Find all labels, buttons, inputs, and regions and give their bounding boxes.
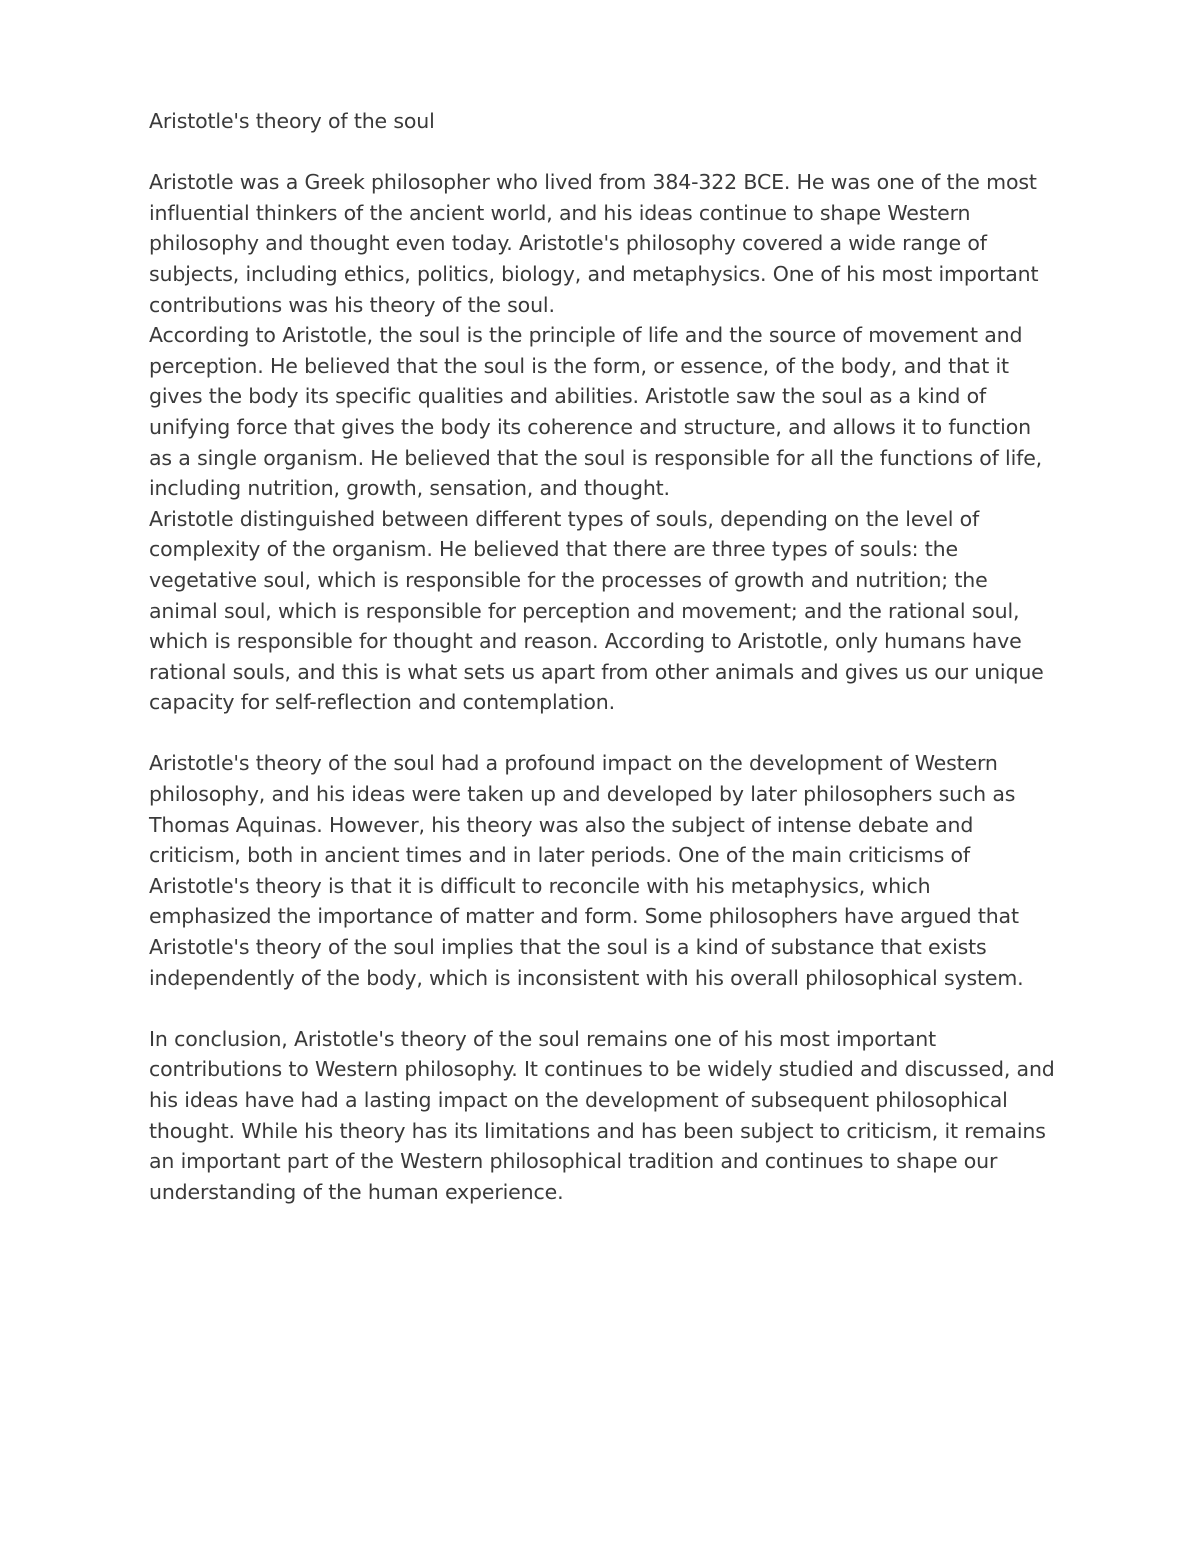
document-title: Aristotle's theory of the soul xyxy=(149,109,435,133)
document-body xyxy=(149,106,1059,1207)
paragraph-impact-and-criticism: Aristotle's theory of the soul had a profound impact on the development of Western philosophy, and his ideas were taken up and developed by later philosophers such as Thomas Aquinas. However, his theory was also the subject of intense debate and criticism, both in ancient times and in later periods. One of the main criticisms of Aristotle's theory is that it is difficult to reconcile with his metaphysics, which emphasized the importance of matter and form. Some philosophers have argued that Aristotle's theory of the soul implies that the soul is a kind of substance that exists independently of the body, which is inconsistent with his overall philosophical system. xyxy=(149,751,1024,990)
paragraph-introduction: Aristotle was a Greek philosopher who lived from 384-322 BCE. He was one of the most influential thinkers of the ancient world, and his ideas continue to shape Western philosophy and thought even today. Aristotle's philosophy covered a wide range of subjects, including ethics, politics, biology, and metaphysics. One of his most important contributions was his theory of the soul. xyxy=(149,170,1039,317)
paragraph-conclusion: In conclusion, Aristotle's theory of the soul remains one of his most important contributions to Western philosophy. It continues to be widely studied and discussed, and his ideas have had a lasting impact on the development of subsequent philosophical thought. While his theory has its limitations and has been subject to criticism, it remains an important part of the Western philosophical tradition and continues to shape our understanding of the human experience. xyxy=(149,1026,1055,1204)
paragraph-soul-definition: According to Aristotle, the soul is the principle of life and the source of movement and perception. He believed that the soul is the form, or essence, of the body, and that it gives the body its specific qualities and abilities. Aristotle saw the soul as a kind of unifying force that gives the body its coherence and structure, and allows it to function as a single organism. He believed that the soul is responsible for all the functions of life, including nutrition, growth, sensation, and thought. xyxy=(149,323,1043,501)
paragraph-types-of-souls: Aristotle distinguished between different types of souls, depending on the level of complexity of the organism. He believed that there are three types of souls: the vegetative soul, which is responsible for the processes of growth and nutrition; the animal soul, which is responsible for perception and movement; and the rational soul, which is responsible for thought and reason. According to Aristotle, only humans have rational souls, and this is what sets us apart from other animals and gives us our unique capacity for self-reflection and contemplation. xyxy=(149,506,1044,715)
paragraph-spacer xyxy=(149,137,1059,168)
paragraph-spacer xyxy=(149,718,1059,749)
paragraph-spacer xyxy=(149,993,1059,1024)
